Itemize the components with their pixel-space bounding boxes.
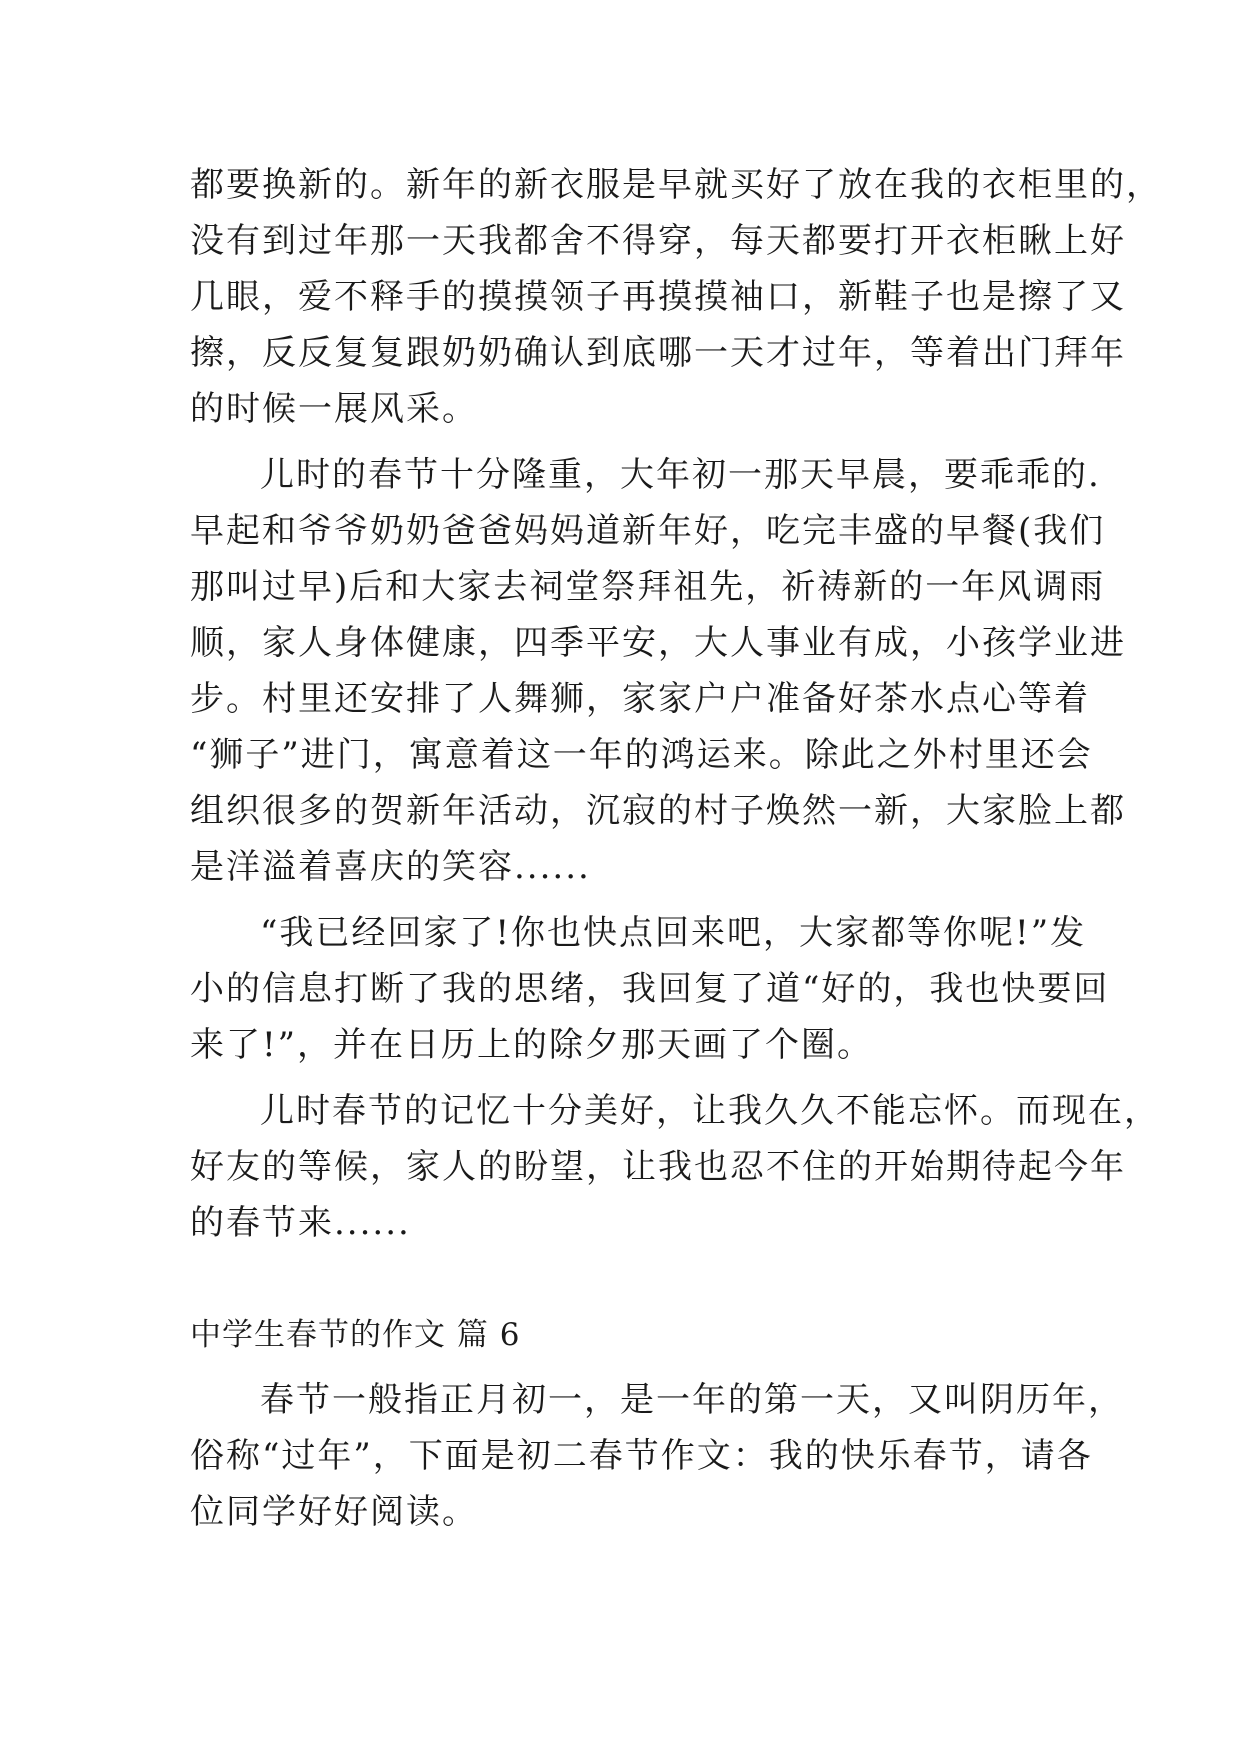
paragraph-first-line: 儿时的春节十分隆重，大年初一那天早晨，要乖乖的. — [260, 455, 1101, 495]
paragraph-line: 的时候一展风采。 — [190, 389, 478, 429]
paragraph-line: 组织很多的贺新年活动，沉寂的村子焕然一新，大家脸上都 — [190, 791, 1126, 831]
paragraph-line: 位同学好好阅读。 — [190, 1492, 478, 1532]
paragraph-line: 小的信息打断了我的思绪，我回复了道“好的，我也快要回 — [190, 969, 1110, 1009]
paragraph-first-line: “我已经回家了!你也快点回来吧，大家都等你呢!”发 — [260, 913, 1087, 953]
paragraph-first-line: 儿时春节的记忆十分美好，让我久久不能忘怀。而现在， — [260, 1091, 1160, 1131]
paragraph-line: 早起和爷爷奶奶爸爸妈妈道新年好，吃完丰盛的早餐(我们 — [190, 511, 1106, 551]
paragraph-line: 步。村里还安排了人舞狮，家家户户准备好茶水点心等着 — [190, 679, 1090, 719]
paragraph-line: 好友的等候，家人的盼望，让我也忍不住的开始期待起今年 — [190, 1147, 1126, 1187]
paragraph-line: 擦，反反复复跟奶奶确认到底哪一天才过年，等着出门拜年 — [190, 333, 1126, 373]
paragraph-line: 俗称“过年”，下面是初二春节作文：我的快乐春节，请各 — [190, 1436, 1093, 1476]
paragraph-line: 都要换新的。新年的新衣服是早就买好了放在我的衣柜里的， — [190, 165, 1162, 205]
paragraph-line: 是洋溢着喜庆的笑容...... — [190, 847, 591, 887]
paragraph-line: 那叫过早)后和大家去祠堂祭拜祖先，祈祷新的一年风调雨 — [190, 567, 1106, 607]
paragraph-line: 的春节来...... — [190, 1203, 411, 1243]
paragraph-line: “狮子”进门，寓意着这一年的鸿运来。除此之外村里还会 — [190, 735, 1093, 775]
paragraph-line: 顺，家人身体健康，四季平安，大人事业有成，小孩学业进 — [190, 623, 1126, 663]
paragraph-line: 几眼，爱不释手的摸摸领子再摸摸袖口，新鞋子也是擦了又 — [190, 277, 1126, 317]
paragraph-first-line: 春节一般指正月初一，是一年的第一天，又叫阴历年， — [260, 1380, 1124, 1420]
section-heading: 中学生春节的作文 篇 6 — [190, 1317, 521, 1353]
paragraph-line: 没有到过年那一天我都舍不得穿，每天都要打开衣柜瞅上好 — [190, 221, 1126, 261]
paragraph-line: 来了!”，并在日历上的除夕那天画了个圈。 — [190, 1025, 874, 1065]
